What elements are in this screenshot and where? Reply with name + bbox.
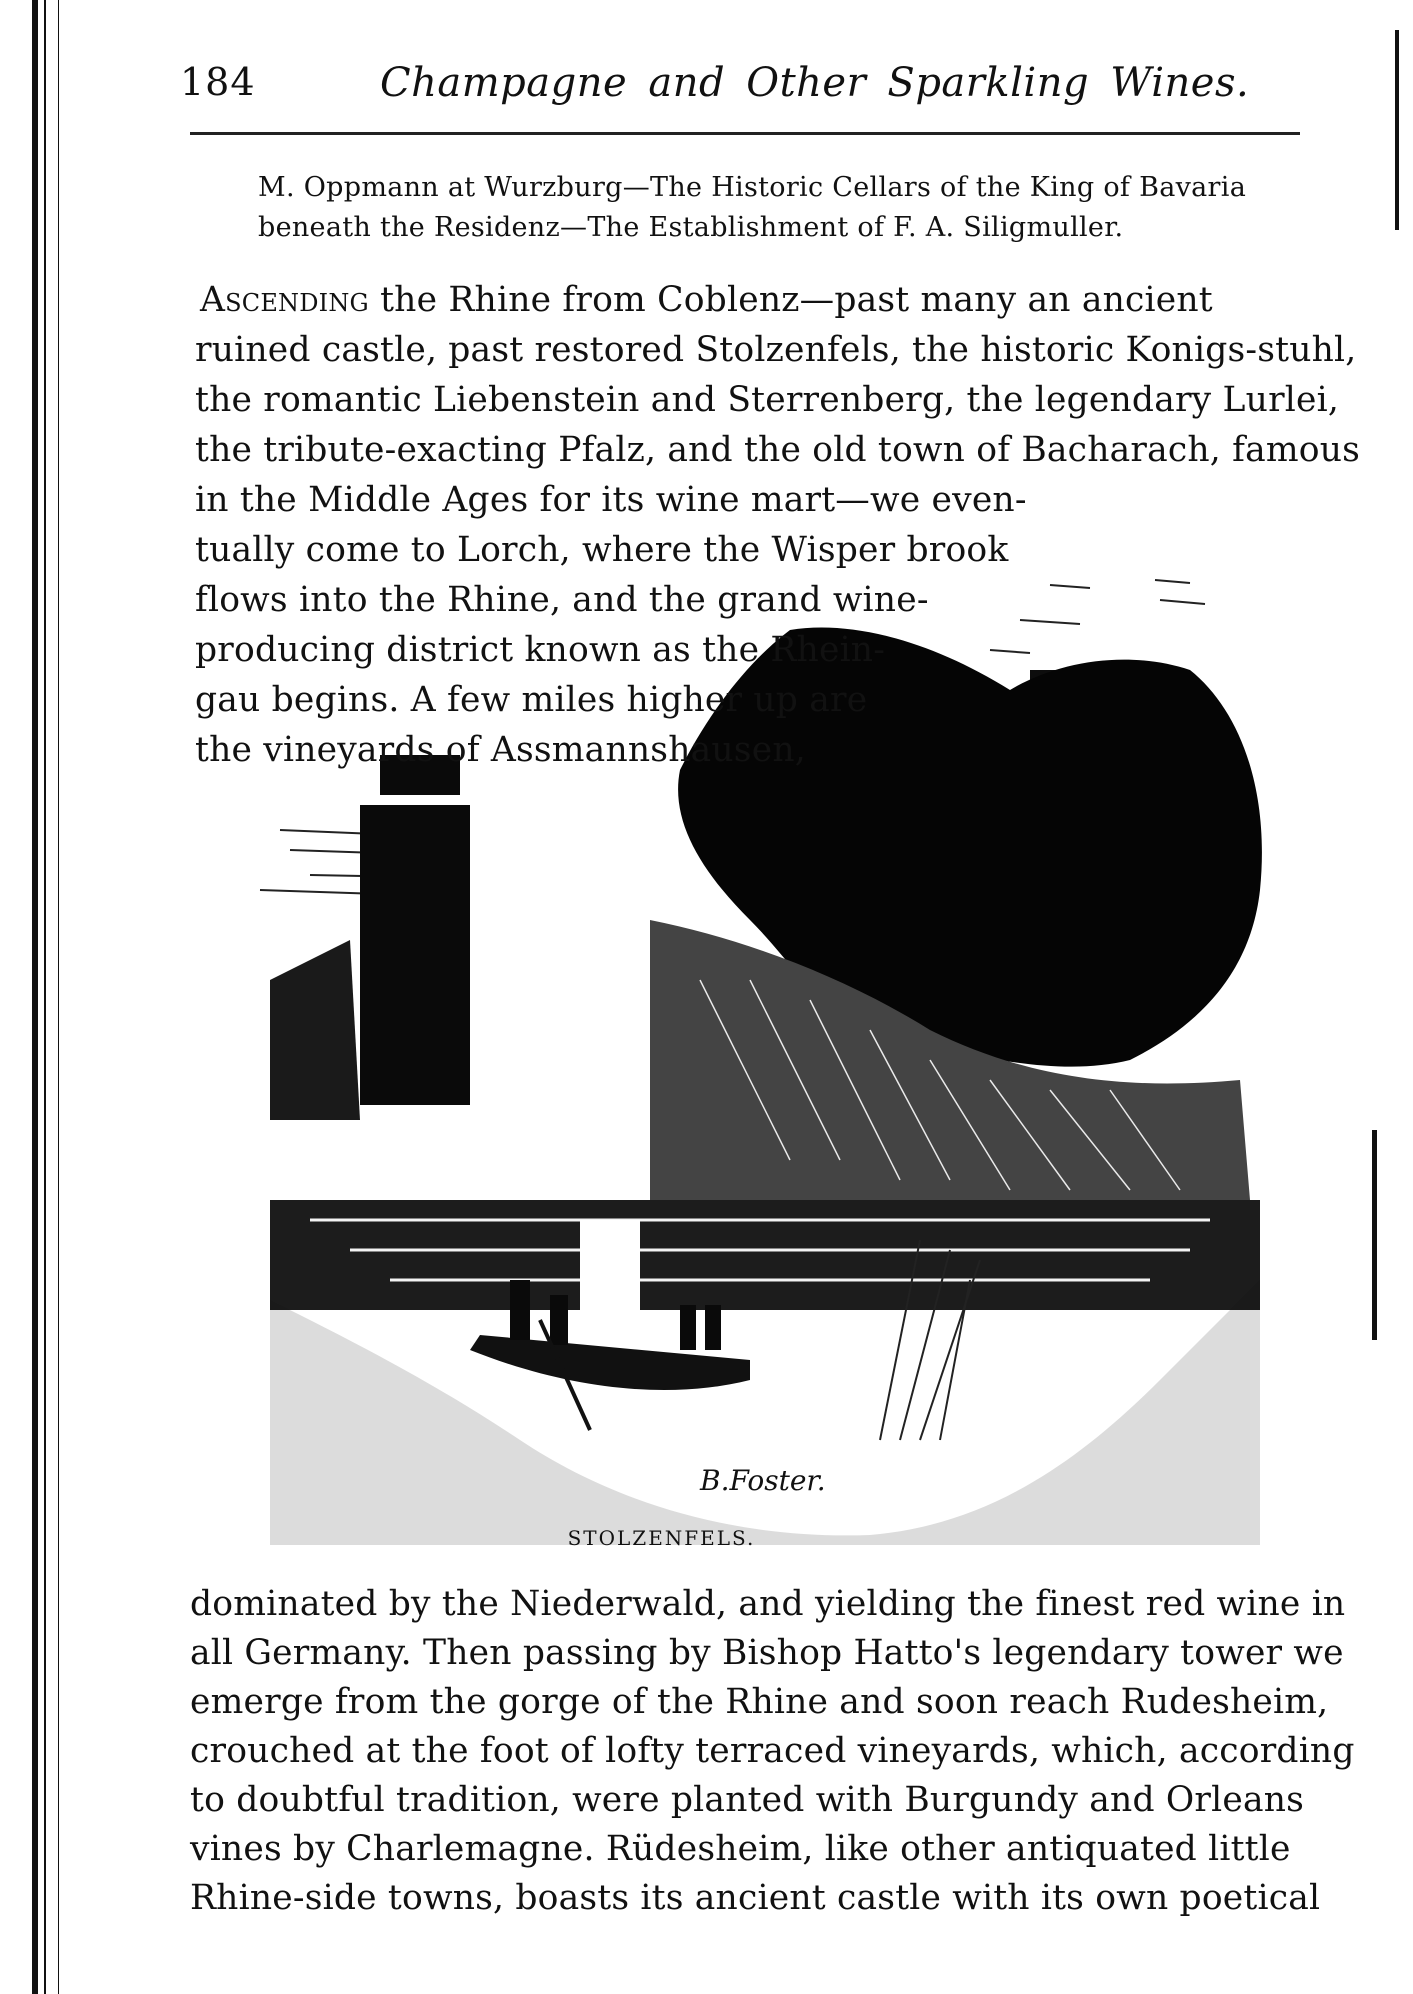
paragraph-line: tually come to Lorch, where the Wisper brook [195, 530, 1009, 570]
paragraph-line: gau begins. A few miles higher up are [195, 680, 868, 720]
tower-reflection [580, 1220, 640, 1340]
synopsis-line: M. Oppmann at Wurzburg—The Historic Cellars of the King of Bavaria [258, 172, 1247, 203]
binding-rule-thin [44, 0, 46, 1994]
left-tower [270, 755, 470, 1120]
paragraph-line: vines by Charlemagne. Rüdesheim, like other antiquated little [190, 1829, 1291, 1869]
paragraph-line: in the Middle Ages for its wine mart—we even- [195, 480, 1027, 520]
right-edge-mark-top [1395, 30, 1399, 230]
foreground-bank [270, 1280, 1260, 1545]
continuation-paragraph [190, 1580, 1355, 1923]
chapter-synopsis [258, 168, 1288, 248]
opening-paragraph-inset [195, 475, 1027, 775]
paragraph-line: to doubtful tradition, were planted with Burgundy and Orleans [190, 1780, 1305, 1820]
paragraph-line: the vineyards of Assmannshausen, [195, 730, 806, 770]
running-title: Champagne and Other Sparkling Wines. [380, 60, 1250, 106]
right-edge-mark-bottom [1372, 1130, 1377, 1340]
paragraph-line: Rhine-side towns, boasts its ancient castle with its own poetical [190, 1878, 1321, 1918]
paragraph-line: producing district known as the Rhein- [195, 630, 886, 670]
synopsis-line: beneath the Residenz—The Establishment of F. A. Siligmuller. [258, 212, 1124, 243]
binding-rule-thick [32, 0, 38, 1994]
paragraph-line: the romantic Liebenstein and Sterrenberg, the legendary Lurlei, [195, 380, 1340, 420]
paragraph-line: all Germany. Then passing by Bishop Hatto's legendary tower we [190, 1633, 1344, 1673]
paragraph-line: flows into the Rhine, and the grand wine- [195, 580, 929, 620]
paragraph-line: crouched at the foot of lofty terraced vineyards, which, according [190, 1731, 1355, 1771]
binding-rule-hairline [58, 0, 59, 1994]
paragraph-line: emerge from the gorge of the Rhine and soon reach Rudesheim, [190, 1682, 1329, 1722]
paragraph-line: the tribute-exacting Pfalz, and the old town of Bacharach, famous [195, 430, 1361, 470]
header-rule [190, 132, 1300, 135]
figure-caption: STOLZENFELS. [567, 1526, 756, 1550]
running-header [180, 60, 1290, 120]
page-number: 184 [180, 60, 256, 104]
paragraph-line: ruined castle, past restored Stolzenfels, the historic Konigs-stuhl, [195, 330, 1357, 370]
paragraph-line: Ascending the Rhine from Coblenz—past many an ancient [200, 280, 1213, 320]
opening-paragraph [195, 275, 1361, 475]
paragraph-line: dominated by the Niederwald, and yielding the finest red wine in [190, 1584, 1346, 1624]
engraver-signature: B.Foster. [700, 1464, 826, 1497]
river [270, 1200, 1260, 1310]
drop-word: Ascending [200, 280, 369, 320]
